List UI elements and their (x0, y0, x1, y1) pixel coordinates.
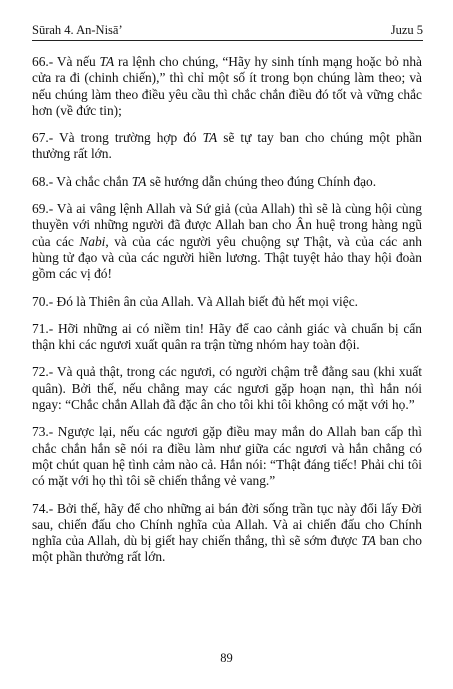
verse-text: 68.- Và chắc chắn (32, 173, 132, 189)
verse-text: 67.- Và trong trường hợp đó (32, 130, 203, 146)
verse-text: 72.- Và quả thật, trong các ngươi, có người chậm trễ đằng sau (khi xuất quân). Bởi thế, nếu chẳng may các ngươi gặp hoạn nạn, thì hắn nói ngay: “Chắc chắn Allah đã đặc ân cho tôi khi tôi không có mặt với họ.” (32, 364, 422, 413)
verse-73 (32, 424, 422, 489)
verse-text: 69.- Và ai vâng lệnh Allah và Sứ giả (của Allah) thì sẽ là cùng hội cùng thuyền với những người đã được Allah ban cho Ân huệ trong hàng ngũ của các (32, 201, 422, 249)
verse-text: 71.- Hỡi những ai có niềm tin! Hãy để cao cảnh giác và chuẩn bị cẩn thận khi các ngươi xuất quân ra trận từng nhóm hay toàn đội. (32, 320, 422, 353)
verse-text: 70.- Đó là Thiên ân của Allah. Và Allah biết đủ hết mọi việc. (32, 293, 359, 309)
verse-text: 73.- Ngược lại, nếu các ngươi gặp điều may mắn do Allah ban cấp thì chắc chắn hắn sẽ nói ra điều làm như giữa các ngươi và hắn chẳng có một chút quan hệ tình cảm nào cả. Hắn nói: “Thật đáng tiếc! Phải chi tôi có mặt với họ thì tôi sẽ chiến thắng vẻ vang.” (32, 424, 422, 489)
verse-text: sẽ hướng dẫn chúng theo đúng Chính đạo. (146, 173, 377, 189)
verse-italic-text: TA (99, 54, 115, 69)
verse-italic-text: TA (131, 173, 147, 189)
verse-74 (32, 501, 422, 566)
verse-text: ban cho một phần thưởng rất lớn. (32, 533, 422, 565)
verse-text: sẽ tự tay ban cho chúng một phần thưởng rất lớn. (32, 130, 422, 162)
verse-70 (32, 294, 422, 310)
verse-71 (32, 321, 422, 354)
verse-list (32, 54, 422, 577)
verse-text: ra lệnh cho chúng, “Hãy hy sinh tính mạng hoặc bỏ nhà cửa ra đi (chinh chiến),” thì chỉ một số ít trong bọn chúng làm theo; và nếu chúng làm theo điều yêu cầu thì chắc chắn điều đó tốt và vững chắc hơn (về đức tin); (32, 54, 422, 118)
verse-italic-text: Nabi (79, 233, 106, 249)
verse-italic-text: TA (202, 130, 218, 146)
verse-72 (32, 364, 422, 413)
surah-title: Sūrah 4. An-Nisā’ (32, 23, 123, 37)
verse-69 (32, 201, 422, 282)
verse-text: 66.- Và nếu (32, 54, 100, 69)
verse-67 (32, 130, 422, 163)
header-divider (32, 40, 423, 41)
verse-66 (32, 54, 422, 119)
verse-68 (32, 174, 422, 190)
verse-text: 74.- Bởi thế, hãy để cho những ai bán đời sống trần tục này đổi lấy Đời sau, chiến đấu cho Chính nghĩa của Allah. Và ai chiến đấu cho Chính nghĩa của Allah, dù bị giết hay chiến thắng, thì sẽ sớm được (32, 500, 422, 549)
page-number: 89 (220, 651, 233, 665)
juz-label: Juzu 5 (390, 23, 423, 37)
running-header (32, 18, 423, 38)
verse-text: , và của các người yêu chuộng sự Thật, và của các anh hùng tử đạo và của các người hiền lương. Thật tuyệt hảo thay hội đoàn gồm các vị đó! (32, 233, 423, 282)
verse-italic-text: TA (361, 533, 376, 549)
